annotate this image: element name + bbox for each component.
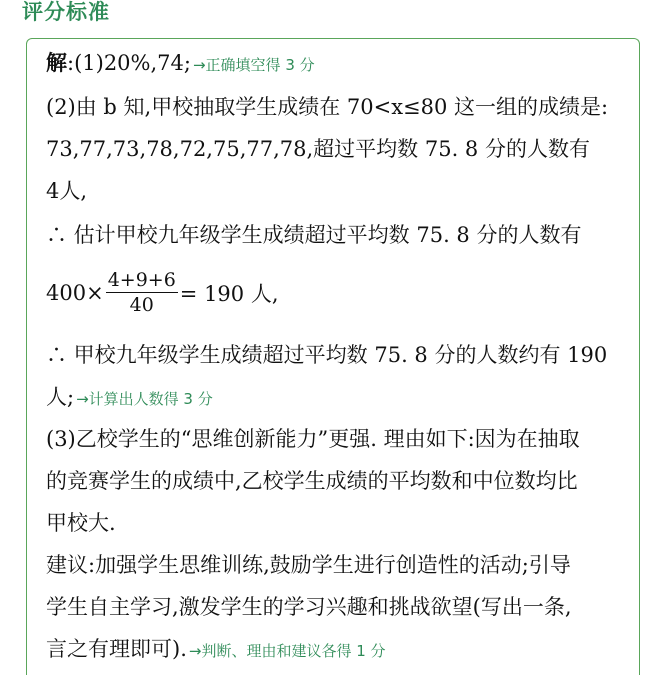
answer-line-5: ∴ 估计甲校九年级学生成绩超过平均数 75. 8 分的人数有 bbox=[46, 223, 582, 247]
calc-prefix: 400× bbox=[46, 280, 104, 305]
score-note-3: →判断、理由和建议各得 1 分 bbox=[188, 642, 386, 660]
score-note-2: →计算出人数得 3 分 bbox=[76, 390, 213, 408]
calculation-line bbox=[46, 268, 279, 317]
answer-line-12: 建议:加强学生思维训练,鼓励学生进行创造性的活动;引导 bbox=[46, 553, 571, 577]
answer-line-14 bbox=[46, 636, 386, 664]
part1-answer: :(1)20%,74; bbox=[67, 51, 191, 75]
answer-line-8 bbox=[46, 384, 213, 412]
score-note-1: →正确填空得 3 分 bbox=[192, 56, 315, 74]
answer-line-10: 的竞赛学生的成绩中,乙校学生成绩的平均数和中位数均比 bbox=[46, 469, 578, 493]
calc-suffix: = 190 人, bbox=[179, 281, 279, 306]
answer-line-1 bbox=[46, 50, 315, 78]
answer-line-3: 73,77,73,78,72,75,77,78,超过平均数 75. 8 分的人数有 bbox=[46, 137, 590, 161]
section-title: 评分标准 bbox=[22, 0, 110, 24]
fraction-numerator: 4+9+6 bbox=[107, 269, 176, 291]
answer-line-7: ∴ 甲校九年级学生成绩超过平均数 75. 8 分的人数约有 190 bbox=[46, 343, 608, 367]
line14-text: 言之有理即可). bbox=[46, 637, 187, 661]
answer-line-9: (3)乙校学生的“思维创新能力”更强. 理由如下:因为在抽取 bbox=[46, 427, 580, 451]
line8-text: 人; bbox=[46, 385, 75, 409]
answer-line-4: 4人, bbox=[46, 179, 88, 203]
fraction bbox=[106, 268, 178, 317]
answer-line-2: (2)由 b 知,甲校抽取学生成绩在 70<x≤80 这一组的成绩是: bbox=[46, 95, 609, 119]
answer-line-13: 学生自主学习,激发学生的学习兴趣和挑战欲望(写出一条, bbox=[46, 595, 572, 619]
solution-label: 解 bbox=[46, 50, 67, 75]
fraction-denominator: 40 bbox=[129, 294, 154, 316]
answer-line-11: 甲校大. bbox=[46, 511, 116, 535]
